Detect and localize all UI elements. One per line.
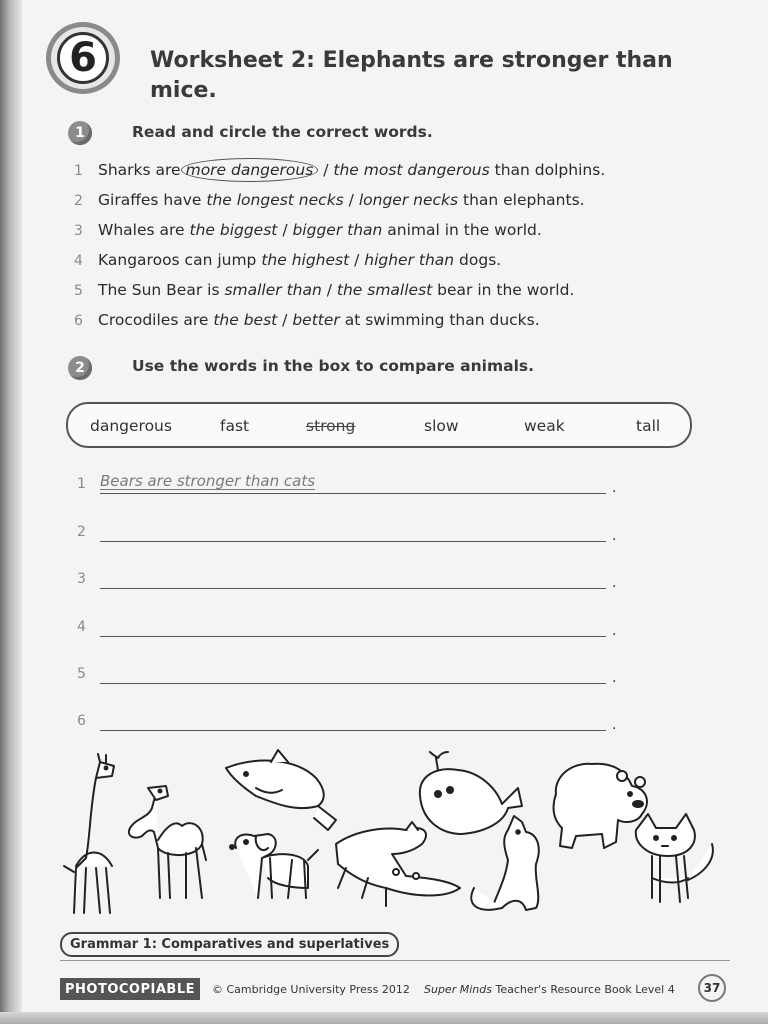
word-box-item: weak	[524, 417, 565, 435]
line-full-stop: .	[612, 528, 617, 544]
unit-number: 6	[57, 32, 109, 84]
answer-line[interactable]	[74, 571, 624, 595]
option-2[interactable]: longer necks	[358, 191, 459, 209]
sentence-number: 5	[74, 283, 83, 299]
exercise-1-sentence	[74, 220, 542, 241]
word-box-item: dangerous	[90, 417, 172, 435]
sentence-end: dogs.	[454, 251, 502, 269]
sentence-start: Kangaroos can jump	[98, 251, 262, 269]
book-binding-shadow	[0, 0, 22, 1024]
sentence-start: Whales are	[98, 221, 190, 239]
line-full-stop: .	[612, 670, 617, 686]
line-number: 1	[77, 476, 86, 492]
writing-rule	[100, 683, 606, 684]
photocopiable-label: PHOTOCOPIABLE	[60, 978, 200, 1000]
option-separator: /	[343, 191, 359, 209]
option-2[interactable]: the most dangerous	[333, 161, 490, 179]
answer-line[interactable]	[74, 713, 624, 737]
option-separator: /	[277, 311, 293, 329]
worksheet-title: Worksheet 2: Elephants are stronger than mice.	[150, 48, 673, 103]
footer-divider	[60, 960, 730, 961]
word-box-item: fast	[220, 417, 250, 435]
option-1: more dangerous	[185, 161, 314, 179]
crocodile-drawing	[336, 822, 460, 906]
writing-rule	[100, 541, 606, 542]
book-series-name: Super Minds	[424, 983, 492, 996]
word-box-item-struck: strong	[306, 417, 356, 435]
book-title	[424, 983, 675, 996]
exercise-1-sentence	[74, 280, 574, 301]
copyright-notice: © Cambridge University Press 2012	[212, 983, 410, 996]
option-separator: /	[318, 161, 334, 179]
option-separator: /	[321, 281, 337, 299]
exercise-2-instruction: Use the words in the box to compare animals.	[132, 357, 535, 375]
line-number: 4	[77, 619, 86, 635]
option-separator: /	[277, 221, 293, 239]
unit-number-badge	[46, 22, 120, 94]
sentence-end: bear in the world.	[432, 281, 575, 299]
page-number: 37	[698, 974, 726, 1002]
sentence-end: at swimming than ducks.	[339, 311, 540, 329]
sentence-start: Sharks are	[98, 161, 181, 179]
sentence-start: Giraffes have	[98, 191, 207, 209]
line-full-stop: .	[612, 717, 617, 733]
bear-drawing	[554, 764, 647, 848]
line-number: 6	[77, 713, 86, 729]
option-2[interactable]: better	[292, 311, 340, 329]
example-answer: Bears are stronger than cats	[100, 472, 316, 490]
page-bottom-edge	[0, 1012, 768, 1024]
sentence-number: 2	[74, 193, 83, 209]
option-1[interactable]: the best	[213, 311, 278, 329]
exercise-1-sentence	[74, 310, 540, 331]
option-separator: /	[349, 251, 365, 269]
exercise-1-number: 1	[68, 121, 92, 145]
writing-rule	[100, 730, 606, 731]
answer-line[interactable]	[74, 524, 624, 548]
writing-rule	[100, 636, 606, 637]
answer-line[interactable]	[74, 472, 624, 500]
sentence-end: animal in the world.	[382, 221, 542, 239]
sentence-end: than dolphins.	[489, 161, 606, 179]
answer-line[interactable]	[74, 619, 624, 643]
option-2[interactable]: the smallest	[336, 281, 433, 299]
shark-drawing	[226, 750, 336, 830]
animals-illustration	[56, 748, 736, 922]
sentence-number: 6	[74, 313, 83, 329]
word-box-item: tall	[636, 417, 661, 435]
sentence-number: 3	[74, 223, 83, 239]
grammar-reference-tag: Grammar 1: Comparatives and superlatives	[60, 932, 399, 957]
word-box	[66, 402, 692, 448]
writing-rule	[100, 493, 606, 494]
circled-answer[interactable]	[181, 158, 319, 182]
sentence-start: Crocodiles are	[98, 311, 214, 329]
option-2[interactable]: bigger than	[292, 221, 383, 239]
cat-drawing	[636, 814, 713, 902]
line-full-stop: .	[612, 480, 617, 496]
line-number: 3	[77, 571, 86, 587]
exercise-1-sentence	[74, 160, 605, 181]
option-1[interactable]: the longest necks	[206, 191, 344, 209]
word-box-item: slow	[424, 417, 459, 435]
exercise-1-sentence	[74, 190, 585, 211]
option-1[interactable]: smaller than	[224, 281, 322, 299]
exercise-2-number: 2	[68, 356, 92, 380]
exercise-1-sentence	[74, 250, 501, 271]
sentence-end: than elephants.	[458, 191, 585, 209]
sentence-number: 1	[74, 163, 83, 179]
line-number: 5	[77, 666, 86, 682]
book-title-rest: Teacher's Resource Book Level 4	[491, 983, 675, 996]
dog-drawing	[230, 834, 318, 898]
whale-drawing	[420, 752, 522, 834]
answer-line[interactable]	[74, 666, 624, 690]
line-full-stop: .	[612, 623, 617, 639]
camel-drawing	[129, 786, 206, 898]
exercise-1-instruction: Read and circle the correct words.	[132, 123, 433, 141]
sentence-number: 4	[74, 253, 83, 269]
line-number: 2	[77, 524, 86, 540]
giraffe-drawing	[64, 754, 114, 913]
option-1[interactable]: the highest	[261, 251, 350, 269]
line-full-stop: .	[612, 575, 617, 591]
sentence-start: The Sun Bear is	[98, 281, 225, 299]
option-2[interactable]: higher than	[364, 251, 455, 269]
option-1[interactable]: the biggest	[189, 221, 278, 239]
writing-rule	[100, 588, 606, 589]
